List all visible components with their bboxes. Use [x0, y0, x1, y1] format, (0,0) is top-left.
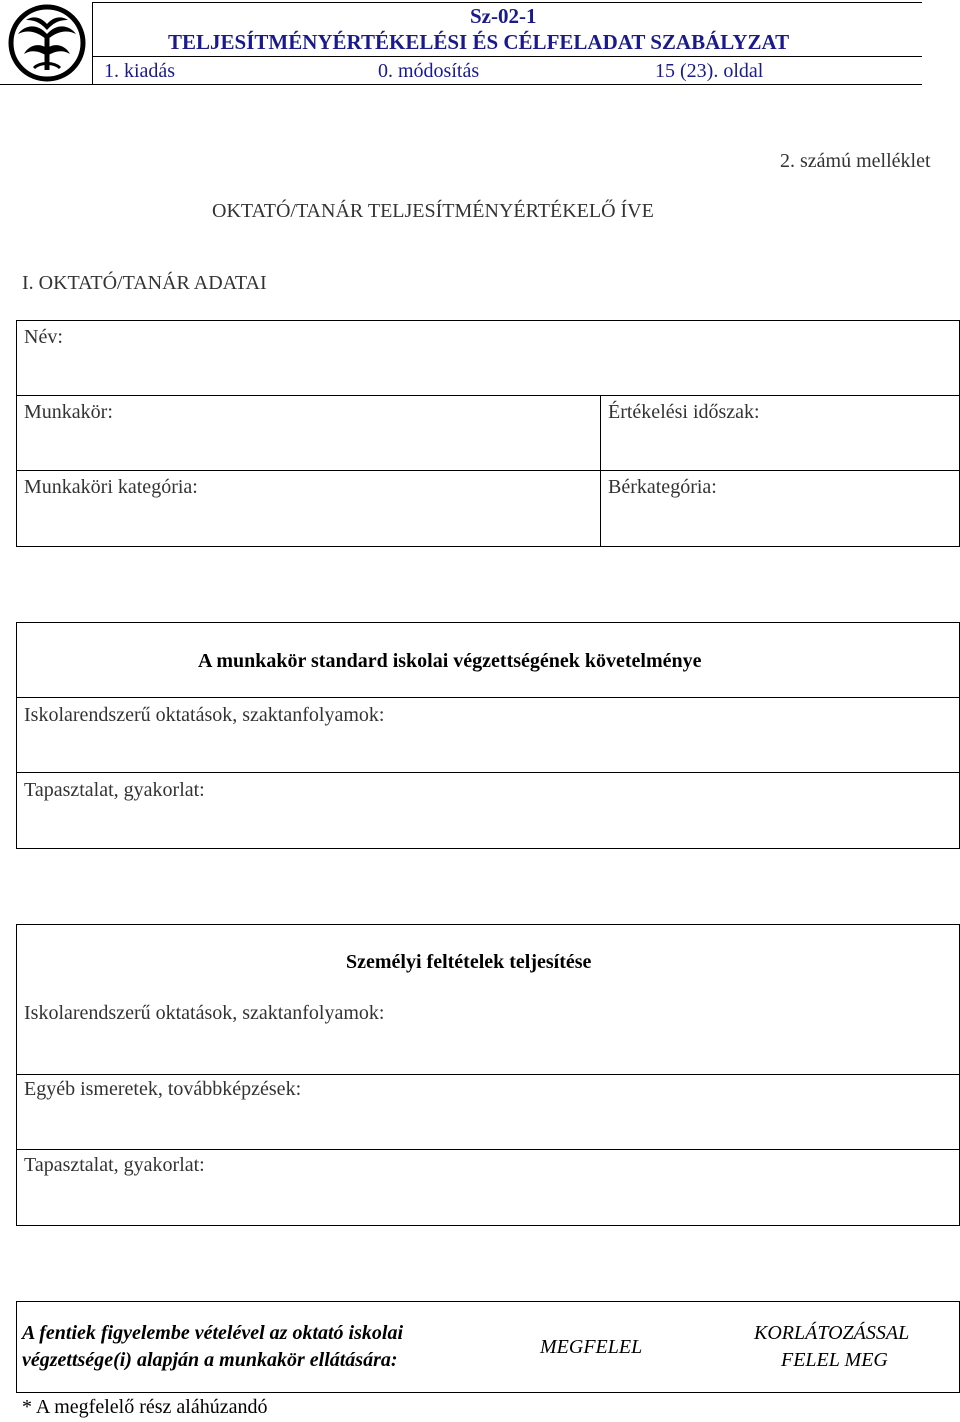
- personal-heading: Személyi feltételek teljesítése: [346, 951, 592, 973]
- column-divider: [600, 395, 601, 547]
- personal-schooling-label: Iskolarendszerű oktatások, szaktanfolyamok:: [24, 1002, 385, 1024]
- header-divider: [92, 2, 93, 84]
- row-divider: [16, 1149, 960, 1150]
- page-number: 15 (23). oldal: [655, 60, 764, 82]
- requirements-experience-label: Tapasztalat, gyakorlat:: [24, 779, 205, 801]
- header-rule-bottom: [0, 84, 922, 85]
- position-field-label: Munkakör:: [24, 401, 113, 423]
- tree-logo-icon: [6, 4, 88, 82]
- revision-label: 0. módosítás: [378, 60, 480, 82]
- personal-experience-label: Tapasztalat, gyakorlat:: [24, 1154, 205, 1176]
- conclusion-table: [16, 1301, 960, 1393]
- row-divider: [16, 697, 960, 698]
- option-megfelel[interactable]: MEGFELEL: [540, 1336, 643, 1358]
- conclusion-text-line1: A fentiek figyelembe vételével az oktató iskolai: [22, 1322, 404, 1344]
- edition-label: 1. kiadás: [104, 60, 176, 82]
- form-title: OKTATÓ/TANÁR TELJESÍTMÉNYÉRTÉKELŐ ÍVE: [212, 200, 654, 222]
- section-heading: I. OKTATÓ/TANÁR ADATAI: [22, 272, 267, 294]
- requirements-heading: A munkakör standard iskolai végzettségének követelménye: [198, 650, 702, 672]
- annex-label: 2. számú melléklet: [780, 150, 931, 172]
- conclusion-text-line2: végzettsége(i) alapján a munkakör ellátására:: [22, 1349, 398, 1371]
- row-divider: [16, 772, 960, 773]
- footnote: * A megfelelő rész aláhúzandó: [22, 1396, 268, 1418]
- requirements-schooling-label: Iskolarendszerű oktatások, szaktanfolyamok:: [24, 704, 385, 726]
- pay-grade-field-label: Bérkategória:: [608, 476, 717, 498]
- document-title: TELJESÍTMÉNYÉRTÉKELÉSI ÉS CÉLFELADAT SZABÁLYZAT: [168, 30, 790, 54]
- row-divider: [16, 1074, 960, 1075]
- personal-data-table: [16, 320, 960, 547]
- row-divider: [16, 470, 960, 471]
- header-rule-mid: [92, 56, 922, 57]
- document-code: Sz-02-1: [470, 4, 537, 28]
- option-korlatozassal[interactable]: KORLÁTOZÁSSAL: [754, 1322, 910, 1344]
- category-field-label: Munkaköri kategória:: [24, 476, 198, 498]
- personal-other-label: Egyéb ismeretek, továbbképzések:: [24, 1078, 302, 1100]
- period-field-label: Értékelési időszak:: [608, 401, 760, 423]
- option-felel-meg[interactable]: FELEL MEG: [781, 1349, 888, 1371]
- header-rule-top: [92, 2, 922, 3]
- row-divider: [16, 395, 960, 396]
- document-header: [0, 0, 922, 86]
- name-field-label: Név:: [24, 326, 63, 348]
